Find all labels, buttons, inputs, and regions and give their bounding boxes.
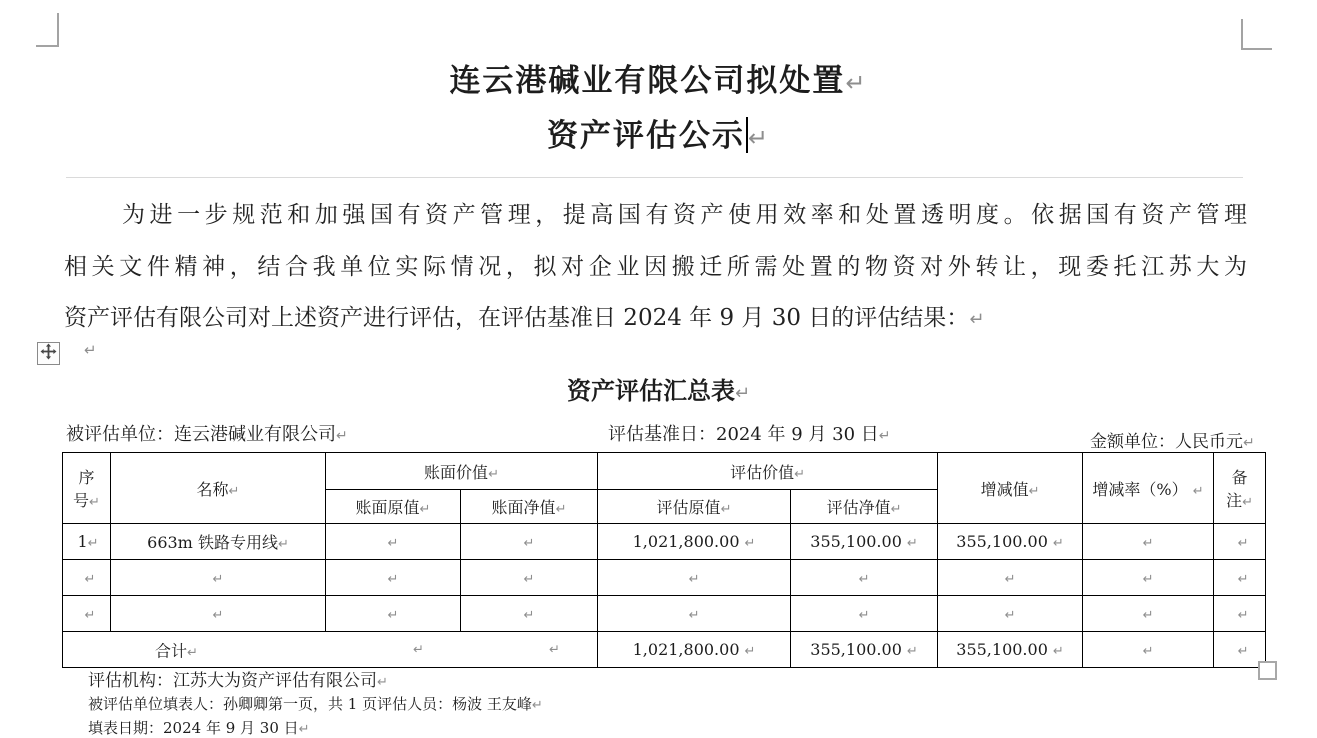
cell-end-mark: ↵ bbox=[1004, 608, 1016, 623]
paragraph-mark: ↵ bbox=[84, 341, 97, 359]
table-row bbox=[63, 524, 1266, 560]
header-delta-rate-text: 增减率（%） bbox=[1092, 479, 1188, 499]
cell-end-mark: ↵ bbox=[523, 572, 535, 587]
cell-end-mark: ↵ bbox=[555, 502, 567, 517]
page-margin-crop-mark-top-left bbox=[36, 13, 59, 47]
header-appraisal-value-group[interactable] bbox=[598, 453, 938, 490]
cell-end-mark: ↵ bbox=[1242, 495, 1253, 510]
cell-end-mark: ↵ bbox=[277, 537, 289, 552]
cell-seq[interactable] bbox=[63, 524, 111, 560]
cell-seq[interactable] bbox=[63, 596, 111, 632]
header-name[interactable] bbox=[111, 453, 326, 524]
cell-end-mark: ↵ bbox=[1142, 608, 1154, 623]
header-appraisal-original[interactable] bbox=[598, 490, 791, 524]
cell-name[interactable] bbox=[111, 524, 326, 560]
cell-end-mark: ↵ bbox=[1237, 608, 1249, 623]
cell-total-delta-rate[interactable] bbox=[1083, 632, 1214, 668]
cell-delta[interactable] bbox=[938, 560, 1083, 596]
cell-book-net[interactable] bbox=[461, 596, 598, 632]
total-appraisal-original-text: 1,021,800.00 bbox=[632, 640, 740, 659]
meta-base-date[interactable] bbox=[608, 420, 891, 446]
cell-book-original[interactable] bbox=[326, 524, 461, 560]
cell-end-mark: ↵ bbox=[1237, 644, 1249, 659]
cell-name-text: 663m 铁路专用线 bbox=[147, 533, 278, 552]
document-title-line2[interactable] bbox=[0, 110, 1317, 155]
header-name-text: 名称 bbox=[196, 479, 229, 499]
header-seq-line2: 号 bbox=[73, 491, 90, 510]
table-title-text: 资产评估汇总表 bbox=[566, 376, 735, 405]
cell-total-appraisal-original[interactable] bbox=[598, 632, 791, 668]
cell-end-mark: ↵ bbox=[87, 536, 99, 551]
cell-book-net[interactable] bbox=[461, 524, 598, 560]
cell-end-mark: ↵ bbox=[419, 502, 431, 517]
total-label-text bbox=[155, 638, 198, 661]
cell-end-mark: ↵ bbox=[387, 608, 399, 623]
cell-remark[interactable] bbox=[1214, 596, 1266, 632]
cell-appraisal-net[interactable] bbox=[791, 596, 938, 632]
cell-end-mark: ↵ bbox=[744, 644, 756, 659]
paragraph-line[interactable] bbox=[64, 293, 1247, 346]
cell-end-mark: ↵ bbox=[89, 495, 100, 510]
cell-end-mark: ↵ bbox=[1192, 483, 1204, 499]
cell-remark[interactable] bbox=[1214, 524, 1266, 560]
cell-book-net[interactable] bbox=[461, 560, 598, 596]
cell-end-mark: ↵ bbox=[890, 502, 902, 517]
cell-book-original[interactable] bbox=[326, 596, 461, 632]
cell-end-mark: ↵ bbox=[1142, 536, 1154, 551]
cell-appraisal-original-text: 1,021,800.00 bbox=[632, 532, 740, 551]
cell-seq-text: 1 bbox=[77, 532, 88, 551]
title-line1-text: 连云港碱业有限公司拟处置 bbox=[449, 63, 846, 99]
cell-end-mark: ↵ bbox=[794, 466, 805, 482]
paragraph-mark: ↵ bbox=[747, 124, 771, 152]
cell-end-mark: ↵ bbox=[523, 536, 535, 551]
total-label: 合计 bbox=[155, 641, 188, 660]
paragraph-mark: ↵ bbox=[969, 309, 985, 330]
cell-end-mark: ↵ bbox=[212, 608, 224, 623]
header-remark-line1: 备 bbox=[1231, 468, 1248, 487]
paragraph-line-text: 资产评估有限公司对上述资产进行评估，在评估基准日 2024 年 9 月 30 日的评估结果： bbox=[64, 305, 970, 331]
total-row bbox=[63, 632, 1266, 668]
cell-delta[interactable] bbox=[938, 524, 1083, 560]
page-margin-crop-mark-top-right bbox=[1241, 19, 1272, 50]
header-seq-line1: 序 bbox=[78, 468, 95, 487]
footer-appraisal-agency-text: 评估机构：江苏大为资产评估有限公司 bbox=[88, 671, 377, 691]
header-appraisal-original-text: 评估原值 bbox=[656, 498, 721, 517]
cell-end-mark: ↵ bbox=[212, 572, 224, 587]
cell-remark[interactable] bbox=[1214, 560, 1266, 596]
total-delta-text: 355,100.00 bbox=[956, 640, 1048, 659]
header-book-net-text: 账面净值 bbox=[491, 498, 556, 517]
header-appraisal-net[interactable] bbox=[791, 490, 938, 524]
body-paragraph[interactable] bbox=[64, 190, 1247, 346]
table-move-handle[interactable] bbox=[37, 342, 60, 365]
header-seq[interactable] bbox=[63, 453, 111, 524]
paragraph-mark: ↵ bbox=[878, 428, 891, 444]
cell-name[interactable] bbox=[111, 560, 326, 596]
cell-end-mark: ↵ bbox=[413, 642, 424, 657]
cell-end-mark: ↵ bbox=[387, 572, 399, 587]
header-delta-rate[interactable] bbox=[1083, 453, 1214, 524]
meta-evaluated-unit[interactable] bbox=[66, 420, 348, 446]
cell-appraisal-original[interactable] bbox=[598, 524, 791, 560]
document-title-line1[interactable] bbox=[0, 55, 1317, 100]
cell-appraisal-net[interactable] bbox=[791, 524, 938, 560]
cell-end-mark: ↵ bbox=[187, 645, 198, 660]
header-book-original-text: 账面原值 bbox=[355, 498, 420, 517]
cell-appraisal-net[interactable] bbox=[791, 560, 938, 596]
paragraph-line[interactable]: 为进一步规范和加强国有资产管理，提高国有资产使用效率和处置透明度。依据国有资产管理 bbox=[122, 202, 1247, 228]
header-book-net[interactable] bbox=[461, 490, 598, 524]
header-delta-text: 增减值 bbox=[980, 479, 1029, 499]
cell-appraisal-net-text: 355,100.00 bbox=[810, 532, 902, 551]
cell-total-delta[interactable] bbox=[938, 632, 1083, 668]
cell-end-mark: ↵ bbox=[1052, 536, 1064, 551]
cell-end-mark: ↵ bbox=[1142, 644, 1154, 659]
cell-end-mark: ↵ bbox=[720, 502, 732, 517]
cell-end-mark: ↵ bbox=[1237, 572, 1249, 587]
footer-appraisal-agency[interactable] bbox=[88, 666, 388, 691]
total-appraisal-net-text: 355,100.00 bbox=[810, 640, 902, 659]
header-appraisal-net-text: 评估净值 bbox=[826, 498, 891, 517]
footer-fill-date[interactable] bbox=[88, 717, 310, 738]
header-book-value-text: 账面价值 bbox=[424, 462, 489, 482]
cell-end-mark: ↵ bbox=[1028, 483, 1040, 499]
cell-end-mark: ↵ bbox=[906, 536, 918, 551]
cell-total-label[interactable] bbox=[63, 632, 598, 668]
header-remark[interactable] bbox=[1214, 453, 1266, 524]
cell-end-mark: ↵ bbox=[1052, 644, 1064, 659]
table-row bbox=[63, 596, 1266, 632]
header-appraisal-value-text: 评估价值 bbox=[730, 462, 795, 482]
summary-table bbox=[62, 452, 1266, 668]
cell-end-mark: ↵ bbox=[744, 536, 756, 551]
meta-base-date-text: 评估基准日：2024 年 9 月 30 日 bbox=[608, 424, 879, 445]
paragraph-mark: ↵ bbox=[734, 383, 751, 404]
cell-book-original[interactable] bbox=[326, 560, 461, 596]
cell-delta[interactable] bbox=[938, 596, 1083, 632]
cell-end-mark: ↵ bbox=[1004, 572, 1016, 587]
footer-form-filler-text: 被评估单位填表人：孙卿卿第一页，共 1 页评估人员：杨波 王友峰 bbox=[88, 695, 532, 713]
table-row bbox=[63, 560, 1266, 596]
cell-end-mark: ↵ bbox=[858, 608, 870, 623]
paragraph-mark: ↵ bbox=[377, 675, 388, 690]
cell-end-mark: ↵ bbox=[688, 572, 700, 587]
paragraph-mark: ↵ bbox=[298, 722, 310, 737]
cell-seq[interactable] bbox=[63, 560, 111, 596]
cell-end-mark: ↵ bbox=[1237, 536, 1249, 551]
cell-end-mark: ↵ bbox=[906, 644, 918, 659]
cell-end-mark: ↵ bbox=[858, 572, 870, 587]
cell-name[interactable] bbox=[111, 596, 326, 632]
move-arrows-icon bbox=[40, 343, 57, 364]
footer-fill-date-text: 填表日期：2024 年 9 月 30 日 bbox=[88, 719, 299, 737]
table-resize-handle[interactable] bbox=[1258, 661, 1277, 680]
cell-total-appraisal-net[interactable] bbox=[791, 632, 938, 668]
cell-appraisal-original[interactable] bbox=[598, 560, 791, 596]
cell-end-mark: ↵ bbox=[488, 466, 499, 482]
cell-delta-rate[interactable] bbox=[1083, 596, 1214, 632]
paragraph-mark: ↵ bbox=[1243, 435, 1255, 451]
meta-currency-unit-text: 金额单位：人民币元 bbox=[1090, 432, 1243, 452]
footer-form-filler[interactable] bbox=[88, 693, 543, 714]
paragraph-mark: ↵ bbox=[336, 428, 348, 444]
paragraph-mark: ↵ bbox=[531, 698, 543, 713]
header-book-value-group[interactable] bbox=[326, 453, 598, 490]
cell-delta-rate[interactable] bbox=[1083, 524, 1214, 560]
meta-currency-unit[interactable] bbox=[1090, 427, 1317, 452]
cell-end-mark: ↵ bbox=[688, 608, 700, 623]
section-divider-line bbox=[66, 177, 1243, 178]
paragraph-mark: ↵ bbox=[845, 69, 868, 97]
paragraph-line[interactable]: 相关文件精神，结合我单位实际情况，拟对企业因搬迁所需处置的物资对外转让，现委托江苏大为 bbox=[64, 253, 1247, 280]
cell-delta-rate[interactable] bbox=[1083, 560, 1214, 596]
cell-end-mark: ↵ bbox=[84, 572, 96, 587]
header-book-original[interactable] bbox=[326, 490, 461, 524]
header-remark-line2: 注 bbox=[1226, 491, 1243, 510]
title-line2-text: 资产评估公示 bbox=[546, 118, 745, 154]
cell-end-mark: ↵ bbox=[1142, 572, 1154, 587]
cell-end-mark: ↵ bbox=[523, 608, 535, 623]
cell-end-mark: ↵ bbox=[84, 608, 96, 623]
cell-end-mark: ↵ bbox=[228, 483, 240, 499]
cell-delta-text: 355,100.00 bbox=[956, 532, 1048, 551]
cell-end-mark: ↵ bbox=[549, 642, 560, 657]
header-delta[interactable] bbox=[938, 453, 1083, 524]
cell-end-mark: ↵ bbox=[387, 536, 399, 551]
cell-appraisal-original[interactable] bbox=[598, 596, 791, 632]
table-title[interactable] bbox=[0, 371, 1317, 406]
meta-evaluated-unit-text: 被评估单位：连云港碱业有限公司 bbox=[66, 424, 336, 445]
